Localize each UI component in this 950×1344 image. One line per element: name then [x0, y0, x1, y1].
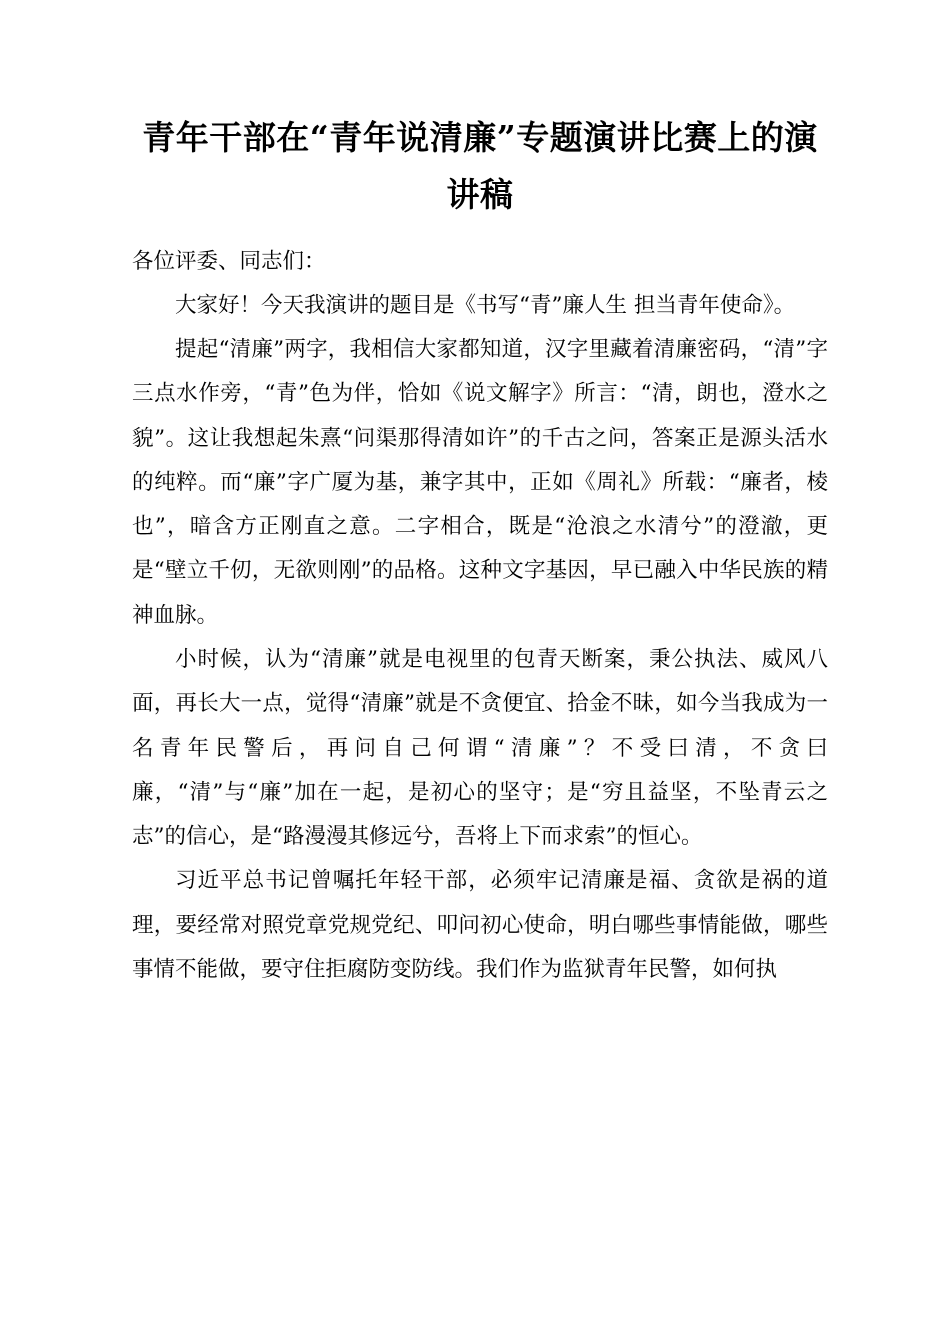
page-title: 青年干部在“青年说清廉”专题演讲比赛上的演讲稿 — [142, 118, 818, 214]
paragraph-3: 小时候，认为“清廉”就是电视里的包青天断案，秉公执法、威风八面，再长大一点，觉得“清廉”就是不贪便宜、拾金不昧，如今当我成为一名青年民警后，再问自己何谓“清廉”？不受曰清，不贪曰廉，“清”与“廉”加在一起，是初心的坚守；是“穷且益坚，不坠青云之志”的信心，是“路漫漫其修远兮，吾将上下而求索”的恒心。 — [132, 647, 828, 850]
paragraph-salutation: 各位评委、同志们： — [132, 248, 326, 274]
paragraph-2: 提起“清廉”两字，我相信大家都知道，汉字里藏着清廉密码，“清”字三点水作旁，“青”色为伴，恰如《说文解字》所言：“清，朗也，澄水之貌”。这让我想起朱熹“问渠那得清如许”的千古之问，答案正是源头活水的纯粹。而“廉”字广厦为基，兼字其中，正如《周礼》所载：“廉者，棱也”，暗含方正刚直之意。二字相合，既是“沧浪之水清兮”的澄澈，更是“壁立千仞，无欲则刚”的品格。这种文字基因，早已融入中华民族的精神血脉。 — [132, 337, 828, 628]
paragraph-1: 大家好！今天我演讲的题目是《书写“青”廉人生 担当青年使命》。 — [175, 292, 796, 318]
paragraph-4: 习近平总书记曾嘱托年轻干部，必须牢记清廉是福、贪欲是祸的道理，要经常对照党章党规党纪、叩问初心使命，明白哪些事情能做，哪些事情不能做，要守住拒腐防变防线。我们作为监狱青年民警，如何执 — [132, 868, 828, 982]
